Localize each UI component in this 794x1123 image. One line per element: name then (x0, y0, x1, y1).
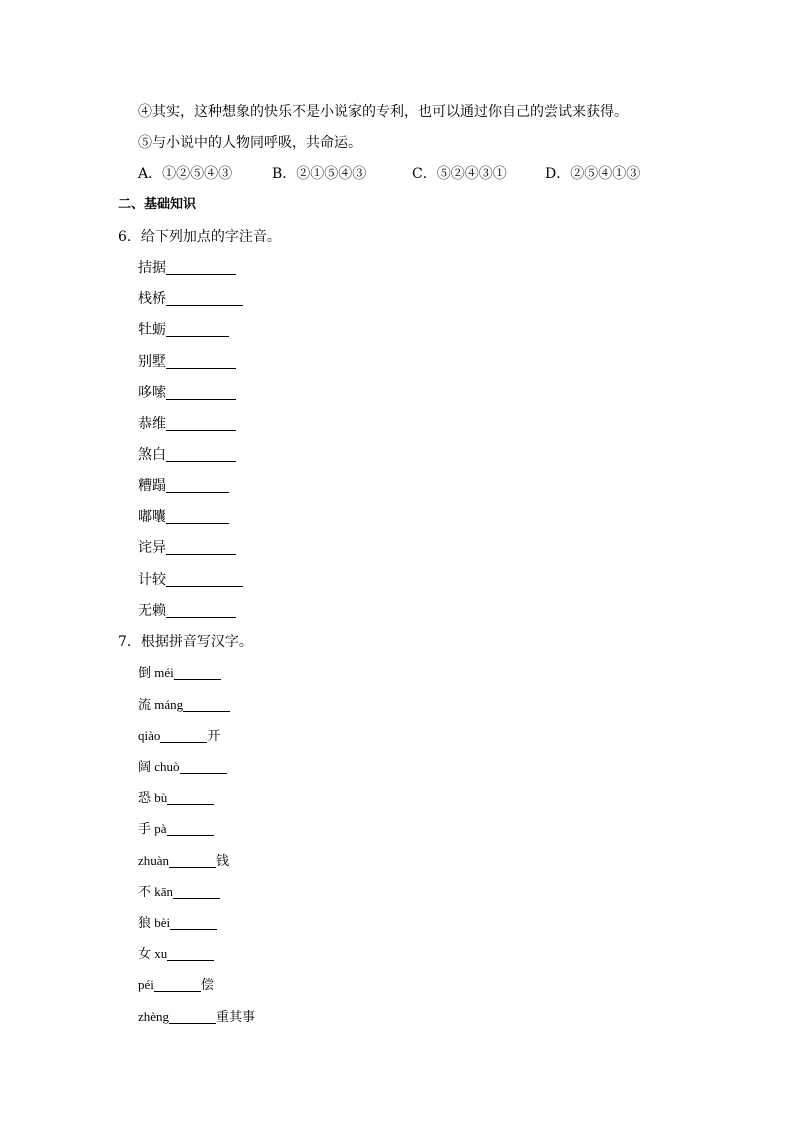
q5-option-d[interactable] (545, 164, 640, 184)
q6-word: 哆嗦 (138, 385, 166, 401)
q5-item-4-text: ④其实，这种想象的快乐不是小说家的专利，也可以通过你自己的尝试来获得。 (138, 104, 628, 120)
q5-options (138, 164, 640, 184)
q6-word: 糟蹋 (138, 478, 166, 494)
answer-blank[interactable] (166, 416, 236, 431)
q6-item (138, 258, 236, 278)
option-value: ①②⑤④③ (162, 166, 233, 182)
q7-prompt: 手 pà (138, 821, 167, 836)
option-value: ②⑤④①③ (570, 166, 641, 182)
q6-item (138, 476, 229, 496)
q7-item (138, 851, 229, 871)
q7-item (138, 788, 214, 808)
q7-suffix: 钱 (216, 853, 230, 868)
answer-blank[interactable] (166, 447, 236, 462)
answer-blank[interactable] (167, 790, 214, 805)
answer-blank[interactable] (154, 977, 201, 992)
q7-item (138, 819, 214, 839)
q7-prompt: 流 máng (138, 697, 184, 712)
q6-item (138, 507, 229, 527)
q5-option-b[interactable] (272, 164, 412, 184)
q6-word: 栈桥 (138, 291, 166, 307)
q6-word: 牡蛎 (138, 322, 166, 338)
q6-word: 煞白 (138, 447, 166, 463)
option-label: B． (272, 166, 297, 182)
answer-blank[interactable] (166, 260, 236, 275)
answer-blank[interactable] (166, 603, 236, 618)
q6-item (138, 414, 236, 434)
answer-blank[interactable] (166, 385, 236, 400)
section-heading-text: 二、基础知识 (118, 197, 197, 212)
answer-blank[interactable] (180, 759, 227, 774)
q7-item (138, 975, 214, 995)
q7-suffix: 开 (207, 728, 221, 743)
answer-blank[interactable] (167, 946, 214, 961)
q6-item (138, 570, 243, 590)
q7-suffix: 重其事 (216, 1009, 256, 1024)
answer-blank[interactable] (167, 821, 214, 836)
answer-blank[interactable] (166, 540, 236, 555)
q7-item (138, 913, 217, 933)
q6-word: 别墅 (138, 354, 166, 370)
q6-item (138, 601, 236, 621)
q7-prompt: 阔 chuò (138, 759, 180, 774)
answer-blank[interactable] (183, 697, 230, 712)
answer-blank[interactable] (169, 853, 216, 868)
answer-blank[interactable] (160, 728, 207, 743)
answer-blank[interactable] (169, 1009, 216, 1024)
q7-item (138, 1007, 255, 1027)
q6-word: 无赖 (138, 603, 166, 619)
q7-prompt: qiào (138, 728, 161, 743)
q7-item (138, 944, 214, 964)
option-value: ②①⑤④③ (296, 166, 367, 182)
answer-blank[interactable] (166, 572, 243, 587)
q6-word: 恭维 (138, 416, 166, 432)
q7-item (138, 726, 220, 746)
q7-prompt: zhuàn (138, 853, 170, 868)
q7-item (138, 663, 221, 683)
q7-prompt: zhèng (138, 1009, 170, 1024)
q6-item (138, 538, 236, 558)
answer-blank[interactable] (166, 291, 243, 306)
q7-stem-text: 7．根据拼音写汉字。 (118, 634, 253, 650)
answer-blank[interactable] (166, 509, 229, 524)
q7-prompt: 女 xu (138, 946, 168, 961)
q6-word: 诧异 (138, 540, 166, 556)
q7-item (138, 882, 220, 902)
q7-item (138, 757, 227, 777)
q6-item (138, 320, 229, 340)
q6-word: 计较 (138, 572, 166, 588)
q7-prompt: 恐 bù (138, 790, 168, 805)
q7-prompt: péi (138, 977, 154, 992)
q5-item-5 (138, 133, 362, 153)
option-value: ⑤②④③① (436, 166, 507, 182)
answer-blank[interactable] (166, 322, 229, 337)
answer-blank[interactable] (166, 478, 229, 493)
option-label: C． (412, 166, 437, 182)
option-label: A． (138, 166, 163, 182)
q7-item (138, 695, 230, 715)
q5-option-a[interactable] (138, 164, 272, 184)
answer-blank[interactable] (166, 354, 236, 369)
q5-item-5-text: ⑤与小说中的人物同呼吸，共命运。 (138, 135, 362, 151)
q5-item-4 (138, 102, 628, 122)
option-label: D． (545, 166, 571, 182)
section-heading (118, 195, 196, 215)
q7-suffix: 偿 (200, 977, 214, 992)
q7-prompt: 不 kān (138, 884, 174, 899)
q6-stem-text: 6．给下列加点的字注音。 (118, 229, 281, 245)
q6-word: 嘟囔 (138, 509, 166, 525)
answer-blank[interactable] (170, 915, 217, 930)
q6-stem (118, 227, 281, 247)
q6-item (138, 445, 236, 465)
q6-item (138, 383, 236, 403)
answer-blank[interactable] (173, 884, 220, 899)
q7-stem (118, 632, 253, 652)
answer-blank[interactable] (174, 665, 221, 680)
q5-option-c[interactable] (412, 164, 545, 184)
q6-item (138, 289, 243, 309)
q6-word: 拮据 (138, 260, 166, 276)
q7-prompt: 倒 méi (138, 665, 174, 680)
q6-item (138, 352, 236, 372)
q7-prompt: 狼 bèi (138, 915, 171, 930)
